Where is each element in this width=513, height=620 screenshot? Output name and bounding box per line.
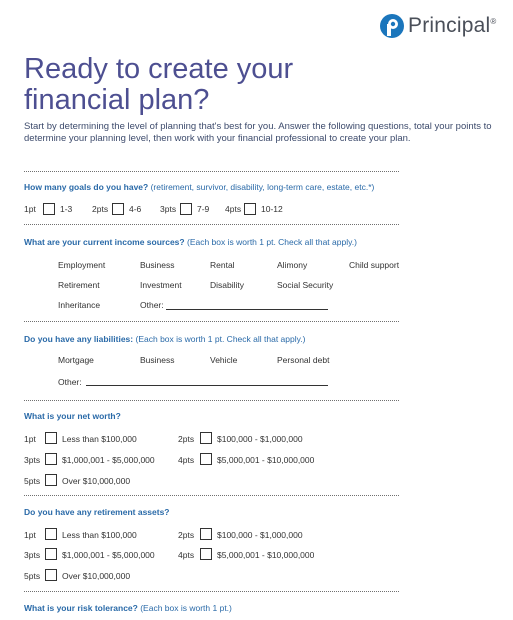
retirement-checkbox-3[interactable] xyxy=(45,548,57,560)
income-item: Rental xyxy=(210,260,235,270)
principal-logo-icon xyxy=(379,13,405,39)
goals-pts-3: 3pts xyxy=(160,204,177,214)
goals-pts-1: 1pt xyxy=(24,204,36,214)
retirement-checkbox-1[interactable] xyxy=(45,528,57,540)
divider xyxy=(24,321,399,322)
divider xyxy=(24,495,399,496)
retirement-question: Do you have any retirement assets? xyxy=(24,507,170,517)
goals-checkbox-2[interactable] xyxy=(112,203,124,215)
liability-item: Personal debt xyxy=(277,355,330,365)
income-question: What are your current income sources? (Each box is worth 1 pt. Check all that apply.) xyxy=(24,237,357,247)
liability-other-field[interactable] xyxy=(86,385,328,386)
retirement-pts-1: 1pt xyxy=(24,530,36,540)
goals-checkbox-3[interactable] xyxy=(180,203,192,215)
income-other-label: Other: xyxy=(140,300,164,310)
liability-item: Mortgage xyxy=(58,355,94,365)
goals-checkbox-1[interactable] xyxy=(43,203,55,215)
retirement-pts-3: 3pts xyxy=(24,550,41,560)
income-item: Alimony xyxy=(277,260,308,270)
goals-label-2: 4-6 xyxy=(129,204,142,214)
goals-pts-4: 4pts xyxy=(225,204,242,214)
net-worth-label-5: Over $10,000,000 xyxy=(62,476,131,486)
net-worth-label-3: $1,000,001 - $5,000,000 xyxy=(62,455,155,465)
net-worth-pts-2: 2pts xyxy=(178,434,195,444)
retirement-label-4: $5,000,001 - $10,000,000 xyxy=(217,550,315,560)
goals-label-3: 7-9 xyxy=(197,204,210,214)
liability-item: Vehicle xyxy=(210,355,238,365)
retirement-pts-2: 2pts xyxy=(178,530,195,540)
net-worth-checkbox-1[interactable] xyxy=(45,432,57,444)
retirement-pts-4: 4pts xyxy=(178,550,195,560)
retirement-checkbox-2[interactable] xyxy=(200,528,212,540)
goals-label-1: 1-3 xyxy=(60,204,73,214)
retirement-label-1: Less than $100,000 xyxy=(62,530,137,540)
net-worth-checkbox-5[interactable] xyxy=(45,474,57,486)
retirement-checkbox-5[interactable] xyxy=(45,569,57,581)
risk-question: What is your risk tolerance? (Each box is worth 1 pt.) xyxy=(24,603,232,613)
net-worth-question: What is your net worth? xyxy=(24,411,121,421)
divider xyxy=(24,224,399,225)
brand-name: Principal® xyxy=(408,14,497,37)
income-item: Inheritance xyxy=(58,300,101,310)
net-worth-pts-1: 1pt xyxy=(24,434,36,444)
income-item: Child support xyxy=(349,260,400,270)
net-worth-label-1: Less than $100,000 xyxy=(62,434,137,444)
net-worth-label-2: $100,000 - $1,000,000 xyxy=(217,434,303,444)
net-worth-pts-3: 3pts xyxy=(24,455,41,465)
retirement-checkbox-4[interactable] xyxy=(200,548,212,560)
liabilities-question: Do you have any liabilities: (Each box is worth 1 pt. Check all that apply.) xyxy=(24,334,306,344)
page-title: Ready to create your financial plan? xyxy=(24,53,294,116)
intro-paragraph: Start by determining the level of planning that's best for you. Answer the following questions, total your points to determine your planning level, then work with your financial professional to create your plan. xyxy=(24,121,492,144)
income-item: Social Security xyxy=(277,280,334,290)
goals-pts-2: 2pts xyxy=(92,204,109,214)
income-item: Disability xyxy=(210,280,245,290)
net-worth-checkbox-3[interactable] xyxy=(45,453,57,465)
liability-item: Business xyxy=(140,355,175,365)
divider xyxy=(24,171,399,172)
divider xyxy=(24,591,399,592)
income-item: Employment xyxy=(58,260,106,270)
liability-other-label: Other: xyxy=(58,377,82,387)
goals-label-4: 10-12 xyxy=(261,204,283,214)
income-item: Retirement xyxy=(58,280,100,290)
income-item: Business xyxy=(140,260,175,270)
goals-checkbox-4[interactable] xyxy=(244,203,256,215)
net-worth-pts-5: 5pts xyxy=(24,476,41,486)
net-worth-label-4: $5,000,001 - $10,000,000 xyxy=(217,455,315,465)
income-other-field[interactable] xyxy=(166,309,328,310)
retirement-label-5: Over $10,000,000 xyxy=(62,571,131,581)
retirement-label-3: $1,000,001 - $5,000,000 xyxy=(62,550,155,560)
divider xyxy=(24,400,399,401)
net-worth-checkbox-2[interactable] xyxy=(200,432,212,444)
net-worth-checkbox-4[interactable] xyxy=(200,453,212,465)
retirement-label-2: $100,000 - $1,000,000 xyxy=(217,530,303,540)
retirement-pts-5: 5pts xyxy=(24,571,41,581)
net-worth-pts-4: 4pts xyxy=(178,455,195,465)
goals-question: How many goals do you have? (retirement, survivor, disability, long-term care, estate, etc.*) xyxy=(24,182,375,192)
income-item: Investment xyxy=(140,280,182,290)
